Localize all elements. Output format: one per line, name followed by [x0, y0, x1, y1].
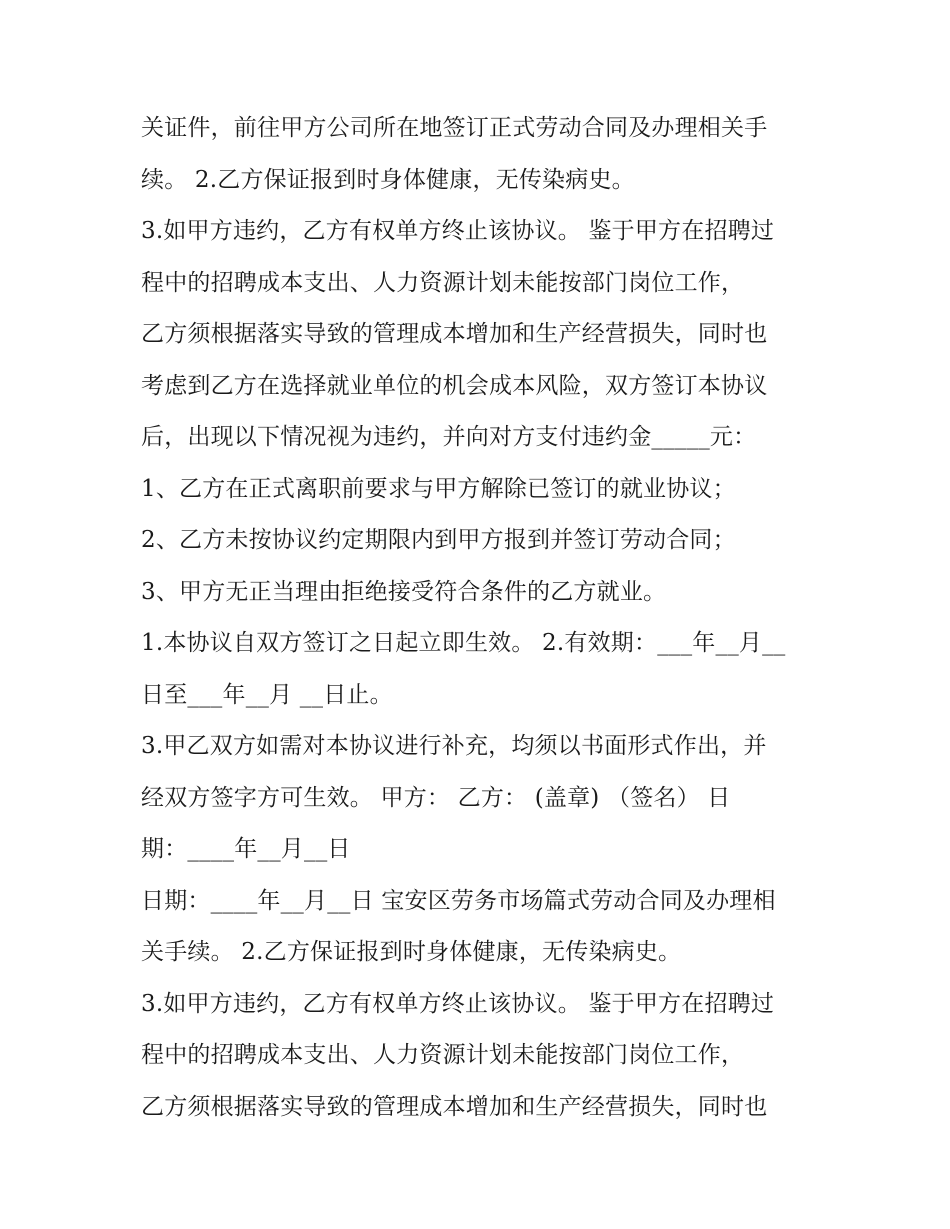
text-line: 1、乙方在正式离职前要求与甲方解除已签订的就业协议；: [141, 475, 736, 502]
text-line: 乙方须根据落实导致的管理成本增加和生产经营损失，同时也: [141, 321, 768, 347]
text-line: 3.如甲方违约，乙方有权单方终止该协议。 鉴于甲方在招聘过: [141, 990, 775, 1017]
text-line: 3、甲方无正当理由拒绝接受符合条件的乙方就业。: [141, 578, 667, 605]
text-line: 程中的招聘成本支出、人力资源计划未能按部门岗位工作，: [141, 269, 745, 296]
text-line: 关手续。 2.乙方保证报到时身体健康，无传染病史。: [141, 939, 682, 965]
text-line: 乙方须根据落实导致的管理成本增加和生产经营损失，同时也: [141, 1093, 768, 1120]
text-line: 期：____年__月__日: [141, 836, 351, 862]
text-line: 程中的招聘成本支出、人力资源计划未能按部门岗位工作，: [141, 1042, 745, 1068]
text-line: 2、乙方未按协议约定期限内到甲方报到并签订劳动合同；: [141, 527, 736, 553]
text-line: 续。 2.乙方保证报到时身体健康，无传染病史。: [141, 166, 635, 193]
document-body: [141, 103, 821, 1133]
text-line: 关证件，前往甲方公司所在地签订正式劳动合同及办理相关手: [141, 115, 768, 141]
text-line: 3.如甲方违约，乙方有权单方终止该协议。 鉴于甲方在招聘过: [141, 218, 775, 244]
text-line: 后，出现以下情况视为违约，并向对方支付违约金_____元：: [141, 424, 757, 450]
text-line: 日至___年__月 __日止。: [141, 681, 393, 708]
text-line: 考虑到乙方在选择就业单位的机会成本风险，双方签订本协议: [141, 372, 768, 399]
text-line: 1.本协议自双方签订之日起立即生效。 2.有效期：___年__月__: [141, 630, 786, 656]
text-line: 日期：____年__月__日 宝安区劳务市场篇式劳动合同及办理相: [141, 887, 776, 914]
text-line: 经双方签字方可生效。 甲方： 乙方： (盖章) （签名） 日: [141, 784, 731, 811]
text-line: 3.甲乙双方如需对本协议进行补充，均须以书面形式作出，并: [141, 733, 767, 759]
